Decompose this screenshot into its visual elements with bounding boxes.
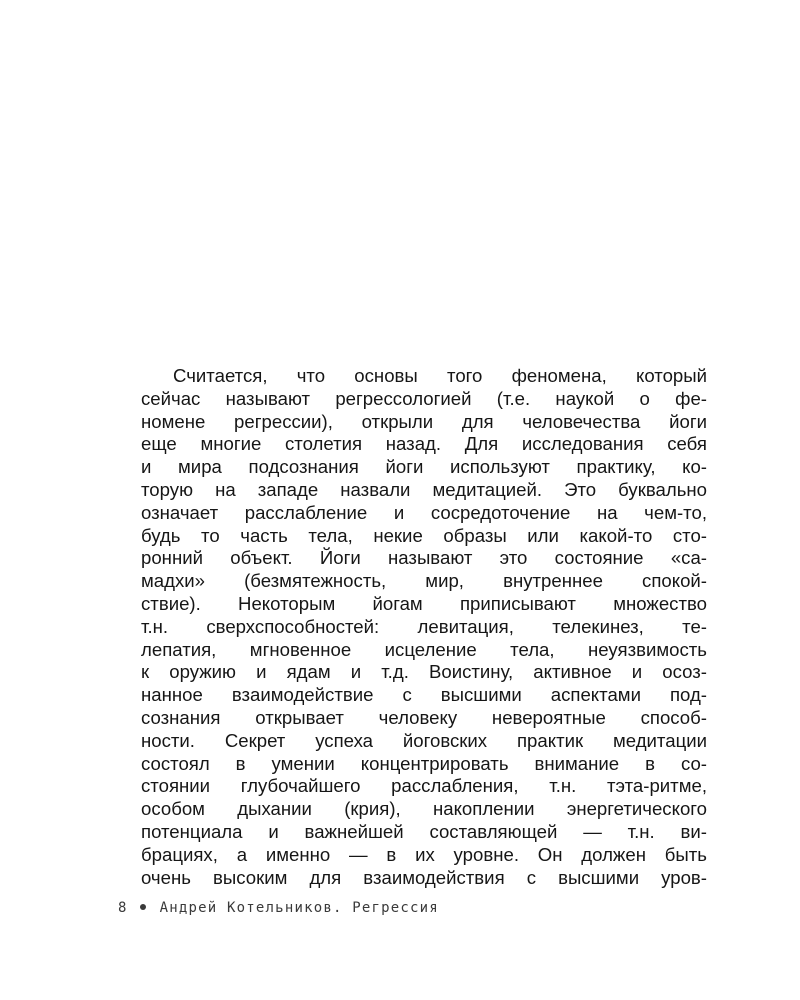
paragraph-line: особом дыхании (крия), накоплении энергетического	[141, 798, 707, 820]
paragraph-line: сознания открывает человеку невероятные способ-	[141, 706, 707, 728]
paragraph-line: торую на западе назвали медитацией. Это буквально	[141, 478, 707, 500]
paragraph-line: состоял в умении концентрировать внимание в со-	[141, 752, 707, 774]
page-number: 8	[118, 900, 128, 916]
paragraph-line: стоянии глубочайшего расслабления, т.н. тэта-ритме,	[141, 775, 707, 797]
paragraph-line: будь то часть тела, некие образы или какой-то сто-	[141, 524, 707, 546]
paragraph-line: еще многие столетия назад. Для исследования себя	[141, 433, 707, 455]
paragraph-line: означает расслабление и сосредоточение на чем-то,	[141, 501, 707, 523]
paragraph-line: номене регрессии), открыли для человечества йоги	[141, 410, 707, 432]
running-head: Андрей Котельников. Регрессия	[159, 900, 439, 916]
paragraph-line: ронний объект. Йоги называют это состояние «са-	[141, 547, 707, 569]
paragraph-line: Считается, что основы того феномена, который	[173, 365, 707, 386]
paragraph-line: нанное взаимодействие с высшими аспектами под-	[141, 684, 707, 706]
paragraph-line: т.н. сверхспособностей: левитация, телекинез, те-	[141, 615, 707, 637]
paragraph-line: очень высоким для взаимодействия с высшими уров-	[141, 866, 707, 888]
bullet-separator	[140, 904, 146, 910]
page-footer	[118, 897, 439, 919]
body-paragraph	[141, 365, 707, 889]
paragraph-line: брациях, а именно — в их уровне. Он должен быть	[141, 843, 707, 865]
paragraph-line: потенциала и важнейшей составляющей — т.н. ви-	[141, 820, 707, 842]
paragraph-line: к оружию и ядам и т.д. Воистину, активное и осоз-	[141, 661, 707, 683]
paragraph-line: сейчас называют регрессологией (т.е. наукой о фе-	[141, 387, 707, 409]
paragraph-line: лепатия, мгновенное исцеление тела, неуязвимость	[141, 638, 707, 660]
paragraph-line: мадхи» (безмятежность, мир, внутреннее спокой-	[141, 570, 707, 592]
paragraph-line: ствие). Некоторым йогам приписывают множество	[141, 592, 707, 614]
paragraph-line: ности. Секрет успеха йоговских практик медитации	[141, 729, 707, 751]
paragraph-line: и мира подсознания йоги используют практику, ко-	[141, 456, 707, 478]
